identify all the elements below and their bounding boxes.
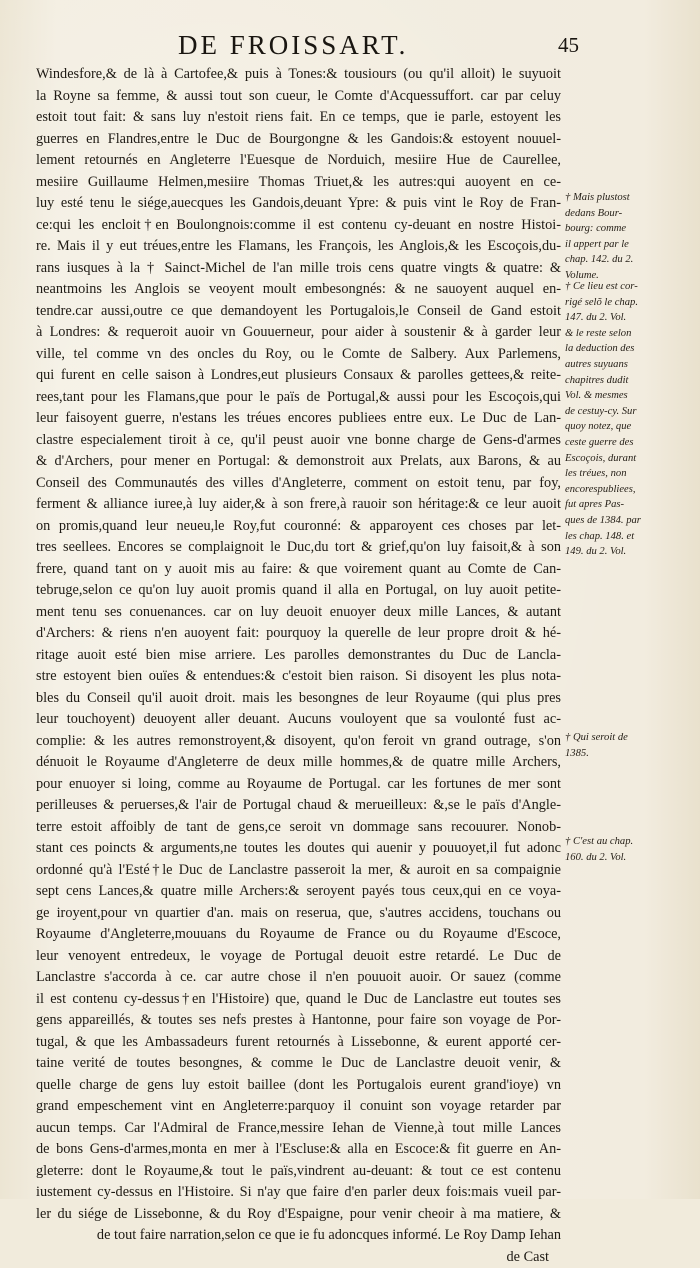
- text-line: perilleuses & peruerses,& l'air de Portugal chaud & merueilleux: &,se le païs d'Angle-: [36, 795, 561, 817]
- text-line: gens appareillés, & toutes ses nefs prestes à Hantonne, pour faire son voyage de Por-: [36, 1010, 561, 1032]
- text-line: frere, quand tant on y auoit mis au faire: & que voirement quant au Comte de Can-: [36, 559, 561, 581]
- margin-note-line: il appert par le: [565, 237, 697, 253]
- margin-note-line: la deduction des: [565, 341, 697, 357]
- main-text-block: [36, 64, 561, 1268]
- text-line: ment tenu ses conuenances. car on luy deuoit enuoyer deux mille Lances, & autant: [36, 602, 561, 624]
- margin-note-line: chapitres dudit: [565, 373, 697, 389]
- text-line: la Royne sa femme, & aussi tout son cueur, le Comte d'Acquessuffort. car par celuy: [36, 86, 561, 108]
- catchword: de Cast: [36, 1247, 561, 1268]
- text-line: ce:qui les encloit†en Boulongnois:comme il est contenu cy-deuant en nostre Histoi-: [36, 215, 561, 237]
- text-line: Royaume d'Angleterre,mouuans du Royaume de France ou du Royaume d'Escoce,: [36, 924, 561, 946]
- margin-note-line: bourg: comme: [565, 221, 697, 237]
- margin-note-line: ceste guerre des: [565, 435, 697, 451]
- text-line: terre estoit affoibly de tant de gens,ce seroit vn dommage sans recouurer. Nonob-: [36, 817, 561, 839]
- text-line: ordonné qu'à l'Esté†le Duc de Lanclastre passeroit la mer, & auroit en sa compaignie: [36, 860, 561, 882]
- text-line: ge iroyent,pour vn quartier d'an. mais on reserua, que, s'autres accidens, touchans ou: [36, 903, 561, 925]
- text-line: tendre.car aussi,outre ce que demandoyent les Portugalois,le Conseil de Gand estoit: [36, 301, 561, 323]
- text-line: Lanclastre s'accorda à ce. car autre chose il n'en pouuoit auoir. Or sauez (comme: [36, 967, 561, 989]
- margin-note-line: autres suyuans: [565, 357, 697, 373]
- text-line: rees,tant pour les Flamans,que pour le païs de Portugal,& aussi pour les Escoçois,qui: [36, 387, 561, 409]
- text-line: qui furent en celle saison à Londres,eut plusieurs Consaux & parolles gettees,& reite-: [36, 365, 561, 387]
- text-line: taine verité de toutes besongnes, & comme le Duc de Lanclastre deuoit venir, &: [36, 1053, 561, 1075]
- text-line: leur touchoyent) deuoyent aller deuant. Aucuns vouloyent que sa voulonté fust ac-: [36, 709, 561, 731]
- text-line: re. Mais il y eut tréues,entre les Flamans, les François, les Anglois,& les Escoçois,du-: [36, 236, 561, 258]
- text-line: stant ces poincts & arguments,ne toutes les doutes qui auenir y pouuoyet,il fut adonc: [36, 838, 561, 860]
- text-line: gleterre: dont le Royaume,& tout le païs,vindrent au-deuant: & tout ce est contenu: [36, 1161, 561, 1183]
- text-line: sept cens Lances,& quatre mille Archers:& seroyent payés tous ceux,qui en ce voya-: [36, 881, 561, 903]
- margin-note-line: les chap. 148. et: [565, 529, 697, 545]
- margin-note-line: rigé selõ le chap.: [565, 295, 697, 311]
- text-line: leur venoyent entredeux, le voyage de Portugal deuoit estre retardé. Le Duc de: [36, 946, 561, 968]
- text-line: guerres en Flandres,entre le Duc de Bourgongne & les Gandois:& estoyent nouuel-: [36, 129, 561, 151]
- text-line: leur faisoyent guerre, n'estans les tréues encores publiees entre eux. Le Duc de Lan-: [36, 408, 561, 430]
- text-line: grand empeschement vint en Angleterre:parquoy il conuint son voyage retarder par: [36, 1096, 561, 1118]
- margin-note-line: 1385.: [565, 746, 697, 762]
- margin-note-line: Escoçois, durant: [565, 451, 697, 467]
- text-line: & d'Archers, pour mener en Portugal: & demonstroit aux Prelats, aux Barons, & au: [36, 451, 561, 473]
- text-line: il est contenu cy-dessus†en l'Histoire) que, quand le Duc de Lanclastre eut toutes ses: [36, 989, 561, 1011]
- text-line: tres seellees. Encores se complaignoit le Duc,du tort & grief,qu'on luy faisoit,& à son: [36, 537, 561, 559]
- text-line: quelle charge de gens luy estoit baillee (dont les Portugalois eurent grand'ioye) vn: [36, 1075, 561, 1097]
- text-line: à Londres: & requeroit auoir vn Gouuerneur, pour aider à soustenir & à garder leur: [36, 322, 561, 344]
- text-line: clastre especialement tiroit à ce, qu'il peust auoir vne bonne charge de Gens-d'armes: [36, 430, 561, 452]
- page-number: 45: [558, 33, 579, 58]
- text-line: ville, tel comme vn des oncles du Roy, ou le Comte de Salbery. Aux Parlemens,: [36, 344, 561, 366]
- text-line: bles du Conseil qu'il auoit droit. mais les besongnes de leur Royaume (qui plus pres: [36, 688, 561, 710]
- text-line: neantmoins les Anglois se veoyent moult embesongnés: & ne sauoyent auquel en-: [36, 279, 561, 301]
- text-line: pour enuoyer si loing, comme au Royaume de Portugal. car les fortunes de mer sont: [36, 774, 561, 796]
- text-line: tugal, & que les Ambassadeurs furent retournés à Lissebonne, & eurent apporté cer-: [36, 1032, 561, 1054]
- text-line: ler du siége de Lissebonne, & du Roy d'Espaigne, pour venir cheoir à ma matiere, &: [36, 1204, 561, 1226]
- margin-note-line: chap. 142. du 2.: [565, 252, 697, 268]
- text-line: dénuoit le Royaume d'Angleterre de deux mille hommes,& de quatre mille Archers,: [36, 752, 561, 774]
- text-line: mesiire Guillaume Helmen,mesiire Thomas Triuet,& les autres:qui auoyent en ce-: [36, 172, 561, 194]
- margin-note-line: 147. du 2. Vol.: [565, 310, 697, 326]
- margin-note-2: [565, 279, 697, 560]
- text-line: ferment & alliance iuree,à luy aider,& à son frere,à rauoir son héritage:& ce leur auoit: [36, 494, 561, 516]
- text-line: complie: & les autres remonstroyent,& disoyent, qu'on feroit vn grand outrage, s'on: [36, 731, 561, 753]
- text-line: ritage auoit esté bien mise arriere. Les parolles demonstrantes du Duc de Lancla-: [36, 645, 561, 667]
- text-line: stre estoyent bien ouïes & entendues:& c'estoit bien raison. Si disoyent les plus nota-: [36, 666, 561, 688]
- text-line: d'Archers: & riens n'en auoyent fait: pourquoy la querelle de leur propre droit & hé-: [36, 623, 561, 645]
- margin-note-3: [565, 730, 697, 761]
- running-head: [0, 30, 700, 64]
- margin-note-line: † Mais plustost: [565, 190, 697, 206]
- text-line: aucun temps. Car l'Admiral de France,messire Iehan de Vienne,à tout mille Lances: [36, 1118, 561, 1140]
- margin-note-line: 160. du 2. Vol.: [565, 850, 697, 866]
- margin-note-line: Volume.: [565, 268, 697, 284]
- text-line: de tout faire narration,selon ce que ie fu adoncques informé. Le Roy Damp Iehan: [36, 1225, 561, 1247]
- margin-note-line: encorespubliees,: [565, 482, 697, 498]
- margin-note-line: & le reste selon: [565, 326, 697, 342]
- margin-note-line: 149. du 2. Vol.: [565, 544, 697, 560]
- margin-note-line: dedans Bour-: [565, 206, 697, 222]
- running-title: DE FROISSART.: [178, 30, 408, 61]
- margin-note-line: quoy notez, que: [565, 419, 697, 435]
- text-line: de bons Gens-d'armes,monta en mer à l'Escluse:& alla en Escoce:& fit guerre en An-: [36, 1139, 561, 1161]
- text-line: lement retournés en Angleterre l'Euesque de Norduich, mesiire Hue de Caurellee,: [36, 150, 561, 172]
- text-line: on promis,quand leur neueu,le Roy,fut couronné: & apparoyent ces choses par let-: [36, 516, 561, 538]
- text-line: Conseil des Communautés des villes d'Angleterre, comment on estoit tenu, par foy,: [36, 473, 561, 495]
- margin-note-line: de cestuy-cy. Sur: [565, 404, 697, 420]
- text-line: iustement cy-dessus en l'Histoire. Si n'ay que faire d'en parler deux fois:mais vueil par-: [36, 1182, 561, 1204]
- margin-note-line: † C'est au chap.: [565, 834, 697, 850]
- margin-note-line: fut apres Pas-: [565, 497, 697, 513]
- margin-note-line: † Ce lieu est cor-: [565, 279, 697, 295]
- text-line: luy esté tenu le siége,auecques les Gandois,deuant Ypre: & puis vint le Roy de Fran-: [36, 193, 561, 215]
- text-line: Windesfore,& de là à Cartofee,& puis à Tones:& tousiours (ou qu'il alloit) le suyuoit: [36, 64, 561, 86]
- margin-note-1: [565, 190, 697, 284]
- text-line: estoit tout fait: & sans luy n'estoit riens fait. En ce temps, que ie parle, estoyent les: [36, 107, 561, 129]
- margin-note-line: Vol. & mesmes: [565, 388, 697, 404]
- margin-note-line: ques de 1384. par: [565, 513, 697, 529]
- text-line: tebruge,selon ce qu'on luy auoit promis quand il alla en Portugal, on luy auoit petite-: [36, 580, 561, 602]
- margin-note-line: † Qui seroit de: [565, 730, 697, 746]
- margin-note-4: [565, 834, 697, 865]
- text-line: rans iusques à la † Sainct-Michel de l'an mille trois cens quatre vingts & quatre: &: [36, 258, 561, 280]
- margin-note-line: les tréues, non: [565, 466, 697, 482]
